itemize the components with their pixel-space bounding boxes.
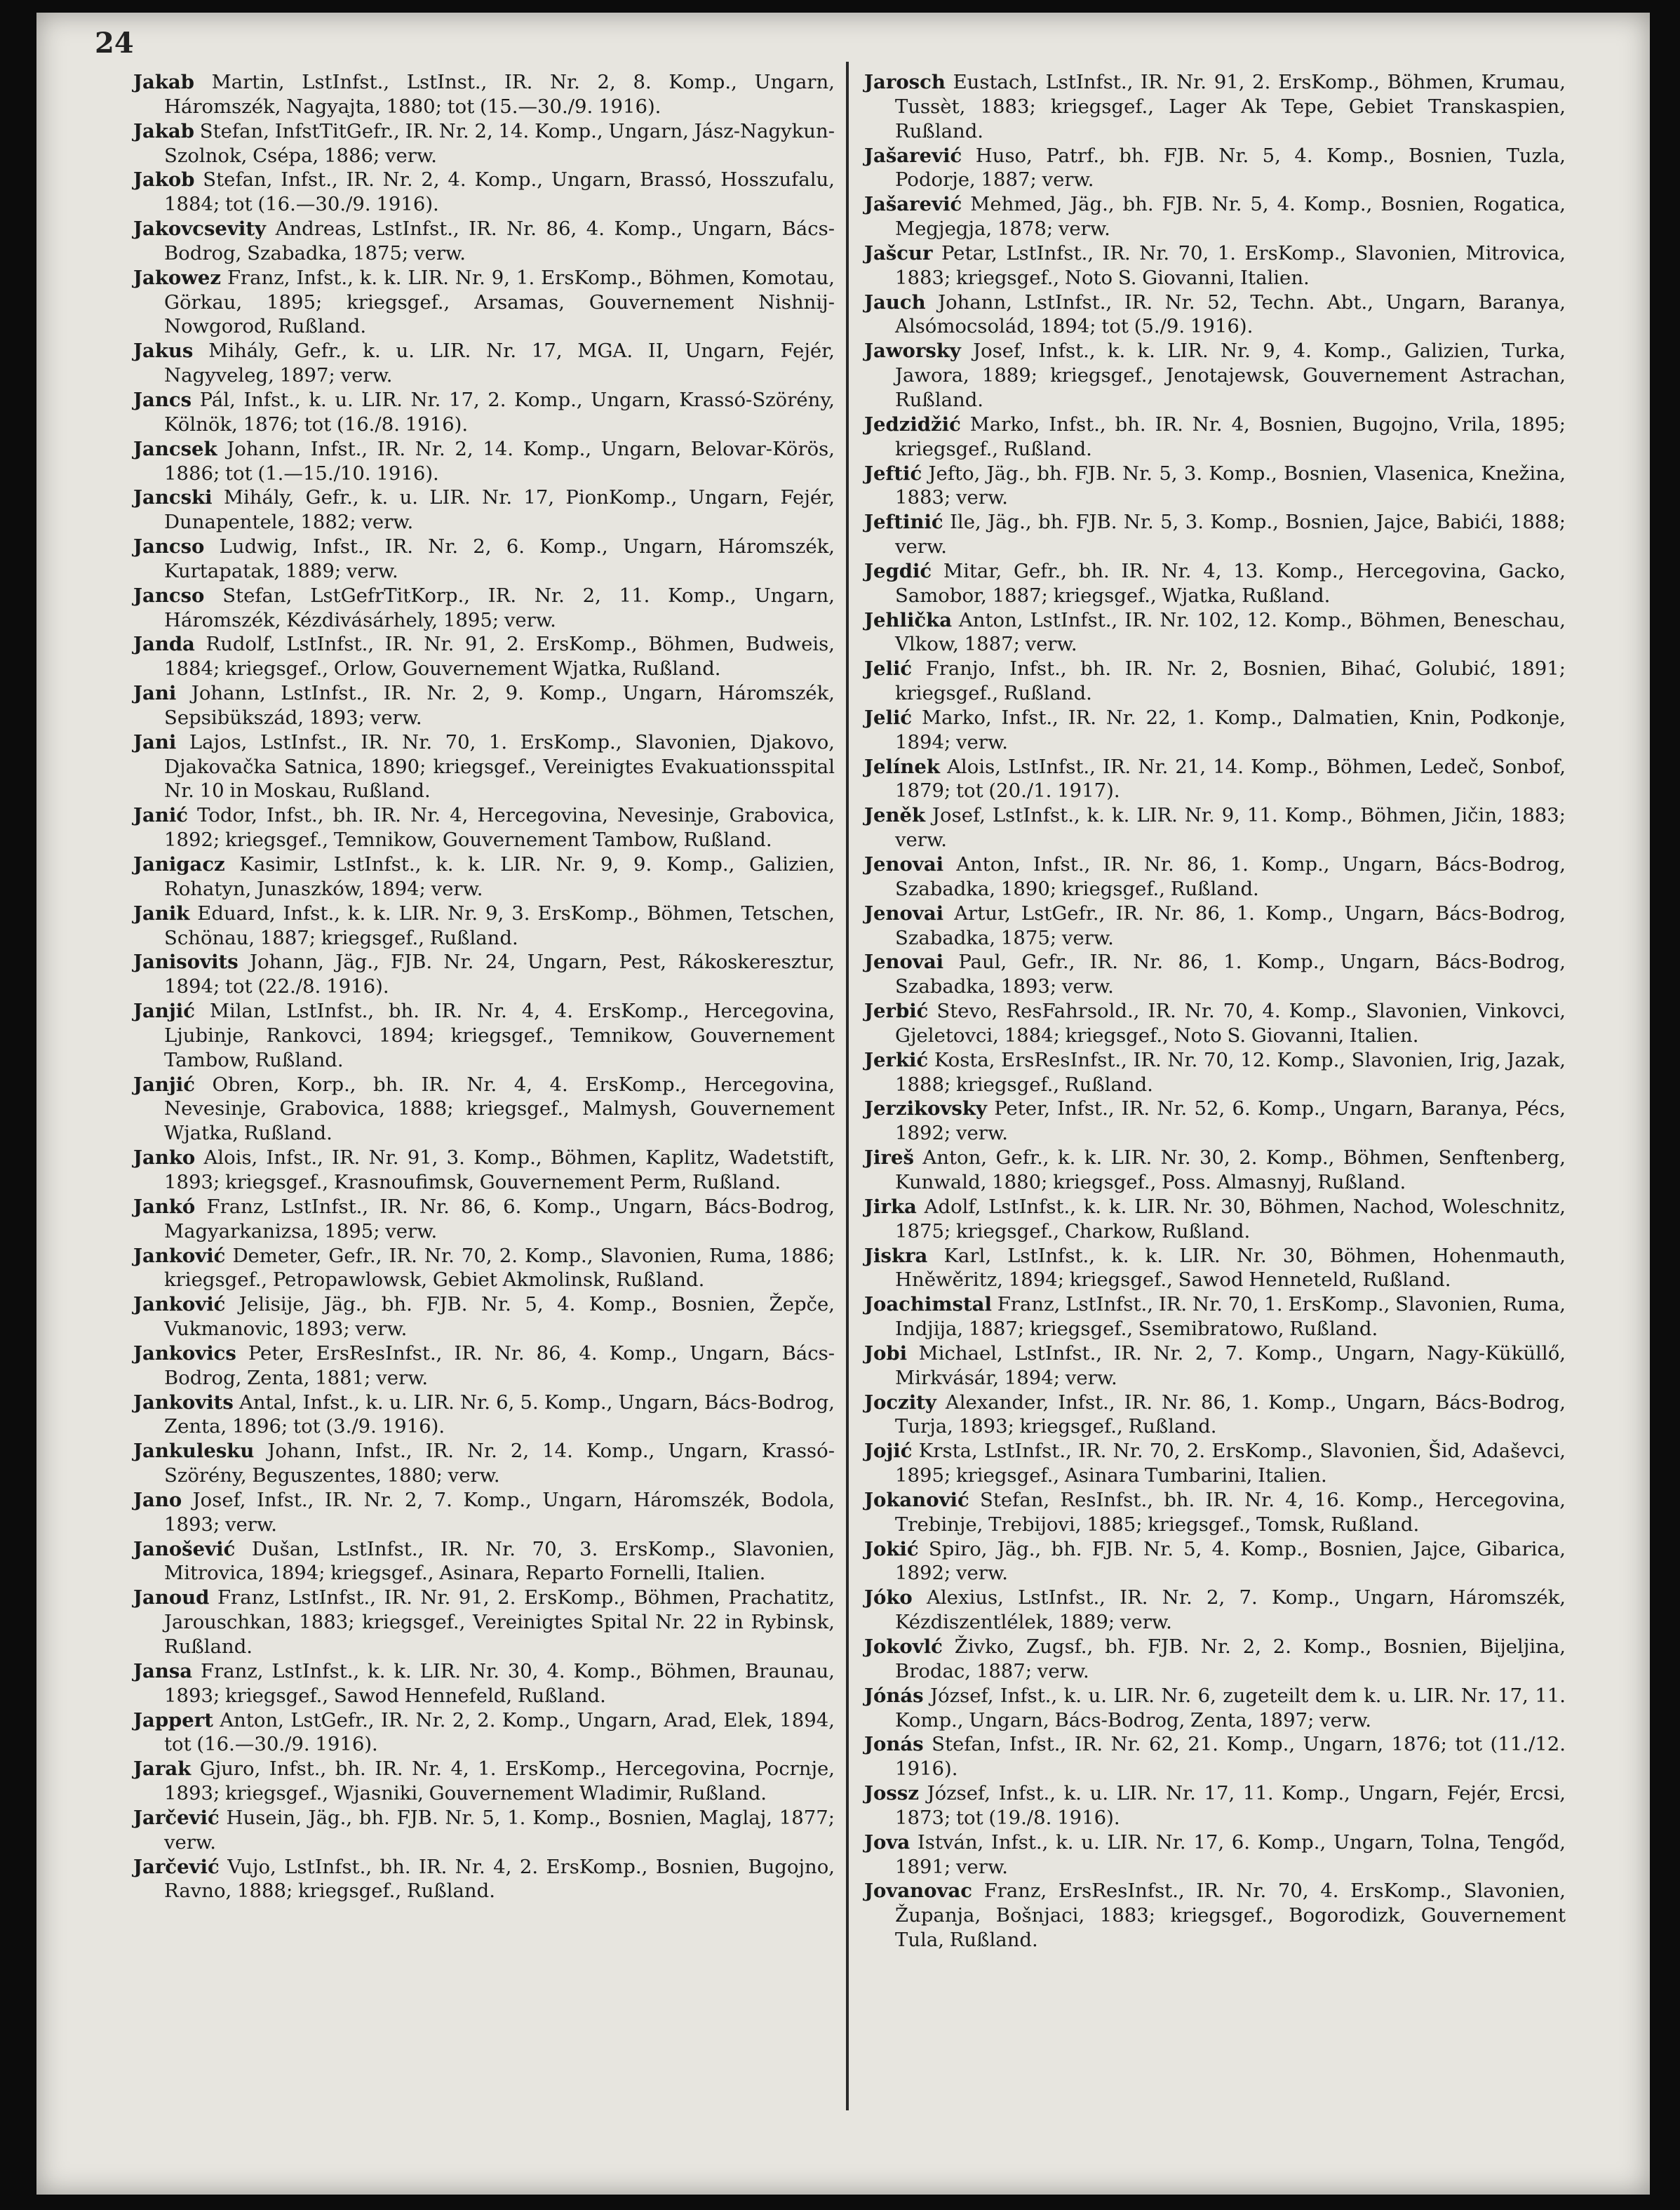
register-entry: [133, 999, 835, 1073]
entry-details: Alexander, Infst., IR. Nr. 86, 1. Komp., Ungarn, Bács-Bodrog, Turja, 1893; kriegsgef., Rußland.: [895, 1391, 1566, 1438]
entry-details: Mihály, Gefr., k. u. LIR. Nr. 17, PionKomp., Ungarn, Fejér, Dunapentele, 1882; verw.: [164, 486, 835, 534]
register-entry: [133, 1659, 835, 1708]
entry-surname: Jarosch: [864, 71, 946, 93]
entry-surname: Jeněk: [864, 804, 926, 827]
entry-details: Franz, LstInfst., IR. Nr. 91, 2. ErsKomp., Böhmen, Prachatitz, Jarouschkan, 1883; kriegsgef., Vereinigtes Spital Nr. 22 in Rybinsk, Rußland.: [164, 1586, 835, 1658]
register-entry: [864, 1146, 1566, 1195]
register-entry: [864, 1439, 1566, 1488]
entry-surname: Jašarević: [864, 193, 962, 216]
entry-surname: Jireš: [864, 1146, 914, 1170]
entry-details: Alexius, LstInfst., IR. Nr. 2, 7. Komp., Ungarn, Háromszék, Kézdiszentlélek, 1889; verw.: [895, 1586, 1566, 1634]
register-entry: [133, 632, 835, 681]
register-entry: [133, 950, 835, 999]
entry-surname: Jašcur: [864, 241, 933, 264]
entry-details: Franz, LstInfst., IR. Nr. 86, 6. Komp., Ungarn, Bács-Bodrog, Magyarkanizsa, 1895; verw.: [164, 1195, 835, 1243]
entry-surname: Jancsek: [133, 437, 217, 460]
entry-surname: Jakab: [133, 71, 194, 93]
register-entry: [133, 803, 835, 852]
entry-details: Huso, Patrf., bh. FJB. Nr. 5, 4. Komp., Bosnien, Tuzla, Podorje, 1887; verw.: [895, 144, 1566, 192]
entry-surname: Jenovai: [864, 951, 944, 974]
entry-surname: Jóko: [864, 1586, 913, 1609]
register-entry: [133, 1488, 835, 1537]
entry-details: Paul, Gefr., IR. Nr. 86, 1. Komp., Ungarn, Bács-Bodrog, Szabadka, 1893; verw.: [895, 951, 1566, 998]
entry-details: Milan, LstInfst., bh. IR. Nr. 4, 4. ErsKomp., Hercegovina, Ljubinje, Rankovci, 1894; kriegsgef., Temnikow, Gouvernement Tambow, Rußland.: [164, 1000, 835, 1071]
entry-details: Johann, Infst., IR. Nr. 2, 14. Komp., Ungarn, Belovar-Körös, 1886; tot (1.—15./10. 1916).: [164, 437, 835, 485]
register-entry: [864, 462, 1566, 511]
entry-details: Stefan, ResInfst., bh. IR. Nr. 4, 16. Komp., Hercegovina, Trebinje, Trebijovi, 1885; kriegsgef., Tomsk, Rußland.: [895, 1488, 1566, 1536]
entry-surname: Jarčević: [133, 1855, 220, 1878]
entry-details: Marko, Infst., bh. IR. Nr. 4, Bosnien, Bugojno, Vrila, 1895; kriegsgef., Rußland.: [895, 413, 1566, 460]
entry-surname: Jossz: [864, 1782, 919, 1805]
entry-surname: Jerbić: [864, 1000, 929, 1023]
entry-surname: Jirka: [864, 1195, 917, 1218]
register-entry: [864, 413, 1566, 462]
register-entry: [133, 1195, 835, 1244]
entry-details: Anton, LstGefr., IR. Nr. 2, 2. Komp., Ungarn, Arad, Elek, 1894, tot (16.—30./9. 1916).: [164, 1708, 835, 1756]
entry-surname: Jakob: [133, 168, 195, 192]
entry-surname: Janoud: [133, 1586, 210, 1609]
register-entry: [864, 339, 1566, 413]
register-entry: [864, 755, 1566, 804]
entry-surname: Janković: [133, 1244, 226, 1267]
register-entry: [864, 657, 1566, 706]
entry-surname: Jelić: [864, 657, 913, 681]
entry-surname: Jovanovac: [864, 1880, 973, 1903]
entry-details: Franz, LstInfst., IR. Nr. 70, 1. ErsKomp., Slavonien, Ruma, Indjija, 1887; kriegsgef., Ssemibratowo, Rußland.: [895, 1293, 1566, 1341]
entry-surname: Jancs: [133, 388, 192, 411]
entry-details: Stefan, Infst., IR. Nr. 62, 21. Komp., Ungarn, 1876; tot (11./12. 1916).: [895, 1733, 1566, 1781]
entry-details: Johann, Jäg., FJB. Nr. 24, Ungarn, Pest, Rákoskeresztur, 1894; tot (22./8. 1916).: [164, 951, 835, 998]
entry-surname: Janjić: [133, 1073, 195, 1096]
register-entry: [133, 168, 835, 217]
entry-surname: Jeftinić: [864, 511, 943, 534]
entry-details: István, Infst., k. u. LIR. Nr. 17, 6. Komp., Ungarn, Tolna, Tengőd, 1891; verw.: [895, 1830, 1566, 1878]
register-entry: [133, 437, 835, 486]
entry-details: Josef, Infst., k. k. LIR. Nr. 9, 4. Komp., Galizien, Turka, Jawora, 1889; kriegsgef., Jenotajewsk, Gouvernement Astrachan, Rußland.: [895, 340, 1566, 411]
entry-surname: Jakovcsevity: [133, 217, 267, 241]
register-entry: [864, 144, 1566, 193]
entry-details: Antal, Infst., k. u. LIR. Nr. 6, 5. Komp., Ungarn, Bács-Bodrog, Zenta, 1896; tot (3./9. 1916).: [164, 1391, 835, 1438]
entry-surname: Jerkić: [864, 1048, 929, 1071]
entry-details: Eduard, Infst., k. k. LIR. Nr. 9, 3. ErsKomp., Böhmen, Tetschen, Schönau, 1887; kriegsgef., Rußland.: [164, 902, 835, 949]
register-entry: [864, 1684, 1566, 1733]
entry-details: Artur, LstGefr., IR. Nr. 86, 1. Komp., Ungarn, Bács-Bodrog, Szabadka, 1875; verw.: [895, 902, 1566, 949]
left-column: [133, 70, 835, 1903]
entry-details: Ile, Jäg., bh. FJB. Nr. 5, 3. Komp., Bosnien, Jajce, Babići, 1888; verw.: [895, 511, 1566, 558]
entry-surname: Jenovai: [864, 853, 944, 876]
entry-surname: Janjić: [133, 1000, 195, 1023]
register-entry: [864, 1732, 1566, 1781]
register-entry: [864, 510, 1566, 559]
entry-surname: Jakab: [133, 119, 194, 142]
entry-details: Josef, Infst., IR. Nr. 2, 7. Komp., Ungarn, Háromszék, Bodola, 1893; verw.: [164, 1488, 835, 1536]
entry-details: Peter, ErsResInfst., IR. Nr. 86, 4. Komp., Ungarn, Bács-Bodrog, Zenta, 1881; verw.: [164, 1341, 835, 1389]
entry-details: Dušan, LstInfst., IR. Nr. 70, 3. ErsKomp., Slavonien, Mitrovica, 1894; kriegsgef., Asinara, Reparto Fornelli, Italien.: [164, 1537, 835, 1585]
register-entry: [133, 217, 835, 266]
entry-details: Todor, Infst., bh. IR. Nr. 4, Hercegovina, Nevesinje, Grabovica, 1892; kriegsgef., Temnikow, Gouvernement Tambow, Rußland.: [164, 804, 835, 852]
register-entry: [133, 1757, 835, 1806]
register-entry: [864, 1097, 1566, 1146]
entry-surname: Jani: [133, 730, 177, 754]
right-column: [864, 70, 1566, 1953]
entry-details: Johann, Infst., IR. Nr. 2, 14. Komp., Ungarn, Krassó-Szörény, Beguszentes, 1880; verw.: [164, 1440, 835, 1487]
register-entry: [133, 1391, 835, 1440]
entry-surname: Jehlička: [864, 608, 953, 631]
entry-surname: Janošević: [133, 1537, 236, 1560]
entry-surname: Jauch: [864, 290, 926, 314]
register-entry: [864, 1537, 1566, 1586]
entry-surname: Jobi: [864, 1341, 908, 1365]
entry-surname: Jancski: [133, 486, 213, 509]
register-entry: [133, 70, 835, 119]
entry-details: Alois, LstInfst., IR. Nr. 21, 14. Komp., Böhmen, Ledeč, Sonbof, 1879; tot (20./1. 1917).: [895, 755, 1566, 803]
entry-details: Gjuro, Infst., bh. IR. Nr. 4, 1. ErsKomp., Hercegovina, Pocrnje, 1893; kriegsgef., Wjasniki, Gouvernement Wladimir, Rußland.: [164, 1757, 835, 1805]
register-entry: [133, 1244, 835, 1293]
register-entry: [864, 1391, 1566, 1440]
register-entry: [864, 559, 1566, 608]
entry-surname: Jankó: [133, 1195, 196, 1218]
entry-surname: Jansa: [133, 1659, 193, 1682]
entry-details: Eustach, LstInfst., IR. Nr. 91, 2. ErsKomp., Böhmen, Krumau, Tussèt, 1883; kriegsgef., Lager Ak Tepe, Gebiet Transkaspien, Rußland.: [895, 71, 1566, 142]
entry-details: Martin, LstInfst., LstInst., IR. Nr. 2, 8. Komp., Ungarn, Háromszék, Nagyajta, 1880; tot (15.—30./9. 1916).: [164, 71, 835, 118]
entry-details: Mitar, Gefr., bh. IR. Nr. 4, 13. Komp., Hercegovina, Gacko, Samobor, 1887; kriegsgef., Wjatka, Rußland.: [895, 559, 1566, 607]
register-entry: [133, 730, 835, 804]
entry-surname: Jano: [133, 1488, 182, 1511]
entry-details: Anton, LstInfst., IR. Nr. 102, 12. Komp., Böhmen, Beneschau, Vlkow, 1887; verw.: [895, 608, 1566, 656]
entry-surname: Jarčević: [133, 1806, 220, 1829]
entry-surname: Janigacz: [133, 853, 225, 876]
entry-details: Kosta, ErsResInfst., IR. Nr. 70, 12. Komp., Slavonien, Irig, Jazak, 1888; kriegsgef., Rußland.: [895, 1048, 1566, 1096]
entry-surname: Jašarević: [864, 144, 962, 167]
entry-surname: Jankovits: [133, 1391, 234, 1414]
entry-details: Ludwig, Infst., IR. Nr. 2, 6. Komp., Ungarn, Háromszék, Kurtapatak, 1889; verw.: [164, 535, 835, 582]
register-entry: [133, 1439, 835, 1488]
entry-details: Franjo, Infst., bh. IR. Nr. 2, Bosnien, Bihać, Golubić, 1891; kriegsgef., Rußland.: [895, 657, 1566, 705]
register-entry: [864, 902, 1566, 951]
entry-surname: Jenovai: [864, 902, 944, 925]
entry-surname: Jokanović: [864, 1488, 969, 1511]
entry-details: Michael, LstInfst., IR. Nr. 2, 7. Komp., Ungarn, Nagy-Küküllő, Mirkvásár, 1894; verw.: [895, 1341, 1566, 1389]
register-entry: [864, 192, 1566, 241]
entry-details: Anton, Gefr., k. k. LIR. Nr. 30, 2. Komp., Böhmen, Senftenberg, Kunwald, 1880; kriegsgef., Poss. Almasnyj, Rußland.: [895, 1146, 1566, 1193]
register-entry: [133, 902, 835, 951]
column-divider: [846, 62, 849, 2110]
register-entry: [864, 1195, 1566, 1244]
entry-details: Johann, LstInfst., IR. Nr. 2, 9. Komp., Ungarn, Háromszék, Sepsibükszád, 1893; verw.: [164, 682, 835, 729]
entry-details: Peter, Infst., IR. Nr. 52, 6. Komp., Ungarn, Baranya, Pécs, 1892; verw.: [895, 1097, 1566, 1145]
entry-surname: Jojić: [864, 1440, 913, 1463]
entry-details: Živko, Zugsf., bh. FJB. Nr. 2, 2. Komp., Bosnien, Bijeljina, Brodac, 1887; verw.: [895, 1635, 1566, 1682]
entry-surname: Janda: [133, 633, 195, 656]
register-entry: [864, 1830, 1566, 1880]
entry-surname: Jiskra: [864, 1244, 928, 1267]
entry-surname: Jova: [864, 1830, 910, 1854]
register-entry: [133, 1806, 835, 1855]
entry-surname: Jappert: [133, 1708, 213, 1732]
entry-details: Andreas, LstInfst., IR. Nr. 86, 4. Komp., Ungarn, Bács-Bodrog, Szabadka, 1875; verw.: [164, 217, 835, 264]
entry-surname: Jaworsky: [864, 340, 961, 363]
entry-surname: Jakus: [133, 340, 194, 363]
entry-details: Husein, Jäg., bh. FJB. Nr. 5, 1. Komp., Bosnien, Maglaj, 1877; verw.: [164, 1806, 835, 1854]
register-entry: [133, 852, 835, 902]
register-entry: [864, 1048, 1566, 1097]
register-entry: [864, 803, 1566, 852]
entry-details: Alois, Infst., IR. Nr. 91, 3. Komp., Böhmen, Kaplitz, Wadetstift, 1893; kriegsgef., Krasnoufimsk, Gouvernement Perm, Rußland.: [164, 1146, 835, 1193]
entry-details: Obren, Korp., bh. IR. Nr. 4, 4. ErsKomp., Hercegovina, Nevesinje, Grabovica, 1888; kriegsgef., Malmysh, Gouvernement Wjatka, Rußland.: [164, 1073, 835, 1145]
entry-details: Kasimir, LstInfst., k. k. LIR. Nr. 9, 9. Komp., Galizien, Rohatyn, Junaszków, 1894; verw.: [164, 853, 835, 900]
register-entry: [133, 388, 835, 437]
register-entry: [133, 1855, 835, 1904]
entry-surname: Jerzikovsky: [864, 1097, 987, 1120]
register-entry: [133, 681, 835, 730]
entry-details: Josef, LstInfst., k. k. LIR. Nr. 9, 11. Komp., Böhmen, Jičin, 1883; verw.: [895, 804, 1566, 852]
register-entry: [133, 119, 835, 168]
entry-details: Stefan, LstGefrTitKorp., IR. Nr. 2, 11. Komp., Ungarn, Háromszék, Kézdivásárhely, 1895; verw.: [164, 584, 835, 631]
register-entry: [133, 1292, 835, 1341]
entry-details: Franz, LstInfst., k. k. LIR. Nr. 30, 4. Komp., Böhmen, Braunau, 1893; kriegsgef., Sawod Hennefeld, Rußland.: [164, 1659, 835, 1707]
entry-surname: Jancso: [133, 584, 205, 607]
register-entry: [133, 1073, 835, 1146]
entry-surname: Jankovics: [133, 1341, 236, 1365]
entry-surname: Janić: [133, 804, 189, 827]
entry-surname: Jankulesku: [133, 1440, 255, 1463]
register-entry: [864, 1488, 1566, 1537]
register-entry: [864, 70, 1566, 144]
entry-details: Franz, Infst., k. k. LIR. Nr. 9, 1. ErsKomp., Böhmen, Komotau, Görkau, 1895; kriegsgef., Arsamas, Gouvernement Nishnij-Nowgorod, Rußland.: [164, 266, 835, 338]
register-entry: [864, 1879, 1566, 1953]
entry-surname: Jokić: [864, 1537, 919, 1560]
register-entry: [864, 1781, 1566, 1830]
entry-details: Petar, LstInfst., IR. Nr. 70, 1. ErsKomp., Slavonien, Mitrovica, 1883; kriegsgef., Noto S. Giovanni, Italien.: [895, 241, 1566, 289]
register-entry: [133, 485, 835, 535]
register-entry: [864, 999, 1566, 1048]
entry-surname: Joczity: [864, 1391, 936, 1414]
register-entry: [864, 290, 1566, 340]
entry-surname: Jónás: [864, 1684, 924, 1707]
entry-surname: Jedzidžić: [864, 413, 961, 436]
entry-details: Marko, Infst., IR. Nr. 22, 1. Komp., Dalmatien, Knin, Podkonje, 1894; verw.: [895, 706, 1566, 754]
entry-details: József, Infst., k. u. LIR. Nr. 6, zugeteilt dem k. u. LIR. Nr. 17, 11. Komp., Ungarn, Bács-Bodrog, Zenta, 1897; verw.: [895, 1684, 1566, 1732]
entry-surname: Jelínek: [864, 755, 940, 778]
entry-details: Stefan, Infst., IR. Nr. 2, 4. Komp., Ungarn, Brassó, Hosszufalu, 1884; tot (16.—30./9. 1916).: [164, 168, 835, 216]
entry-details: Demeter, Gefr., IR. Nr. 70, 2. Komp., Slavonien, Ruma, 1886; kriegsgef., Petropawlowsk, Gebiet Akmolinsk, Rußland.: [164, 1244, 835, 1292]
register-entry: [864, 241, 1566, 290]
entry-surname: Janik: [133, 902, 190, 925]
entry-surname: Jegdić: [864, 559, 932, 582]
register-entry: [133, 584, 835, 633]
entry-surname: Jeftić: [864, 462, 922, 485]
register-entry: [133, 1708, 835, 1757]
entry-details: Lajos, LstInfst., IR. Nr. 70, 1. ErsKomp., Slavonien, Djakovo, Djakovačka Satnica, 1890; kriegsgef., Vereinigtes Evakuationsspital Nr. 10 in Moskau, Rußland.: [164, 730, 835, 803]
entry-surname: Janko: [133, 1146, 196, 1170]
register-entry: [133, 339, 835, 388]
register-entry: [133, 266, 835, 340]
entry-details: Krsta, LstInfst., IR. Nr. 70, 2. ErsKomp., Slavonien, Šid, Adaševci, 1895; kriegsgef., Asinara Tumbarini, Italien.: [895, 1440, 1566, 1487]
register-entry: [864, 1586, 1566, 1635]
entry-details: Mihály, Gefr., k. u. LIR. Nr. 17, MGA. II, Ungarn, Fejér, Nagyveleg, 1897; verw.: [164, 340, 835, 387]
entry-details: Johann, LstInfst., IR. Nr. 52, Techn. Abt., Ungarn, Baranya, Alsómocsolád, 1894; tot (5./9. 1916).: [895, 290, 1566, 338]
entry-details: Franz, ErsResInfst., IR. Nr. 70, 4. ErsKomp., Slavonien, Županja, Bošnjaci, 1883; kriegsgef., Bogorodizk, Gouvernement Tula, Rußland.: [895, 1880, 1566, 1952]
register-entry: [133, 1146, 835, 1195]
register-entry: [864, 852, 1566, 902]
entry-details: Jefto, Jäg., bh. FJB. Nr. 5, 3. Komp., Bosnien, Vlasenica, Knežina, 1883; verw.: [895, 462, 1566, 509]
entry-details: Mehmed, Jäg., bh. FJB. Nr. 5, 4. Komp., Bosnien, Rogatica, Megjegja, 1878; verw.: [895, 193, 1566, 241]
entry-surname: Joachimstal: [864, 1293, 992, 1316]
entry-details: Stevo, ResFahrsold., IR. Nr. 70, 4. Komp., Slavonien, Vinkovci, Gjeletovci, 1884; kriegsgef., Noto S. Giovanni, Italien.: [895, 1000, 1566, 1047]
entry-details: Anton, Infst., IR. Nr. 86, 1. Komp., Ungarn, Bács-Bodrog, Szabadka, 1890; kriegsgef., Rußland.: [895, 853, 1566, 900]
entry-details: Adolf, LstInfst., k. k. LIR. Nr. 30, Böhmen, Nachod, Woleschnitz, 1875; kriegsgef., Charkow, Rußland.: [895, 1195, 1566, 1243]
entry-surname: Jonás: [864, 1733, 924, 1756]
entry-surname: Janković: [133, 1293, 226, 1316]
entry-surname: Jancso: [133, 535, 205, 558]
register-entry: [864, 1292, 1566, 1341]
register-entry: [133, 1586, 835, 1659]
register-entry: [864, 1635, 1566, 1684]
register-entry: [133, 1537, 835, 1586]
entry-details: Pál, Infst., k. u. LIR. Nr. 17, 2. Komp., Ungarn, Krassó-Szörény, Kölnök, 1876; tot (16./8. 1916).: [164, 388, 835, 436]
entry-surname: Jani: [133, 682, 177, 705]
page-number: 24: [95, 27, 134, 60]
entry-surname: Janisovits: [133, 951, 238, 974]
entry-details: József, Infst., k. u. LIR. Nr. 17, 11. Komp., Ungarn, Fejér, Ercsi, 1873; tot (19./8. 1916).: [895, 1782, 1566, 1829]
register-entry: [133, 535, 835, 584]
entry-details: Rudolf, LstInfst., IR. Nr. 91, 2. ErsKomp., Böhmen, Budweis, 1884; kriegsgef., Orlow, Gouvernement Wjatka, Rußland.: [164, 633, 835, 681]
register-entry: [864, 950, 1566, 999]
entry-details: Stefan, InfstTitGefr., IR. Nr. 2, 14. Komp., Ungarn, Jász-Nagykun-Szolnok, Csépa, 1886; verw.: [164, 119, 835, 167]
register-entry: [864, 1341, 1566, 1391]
entry-surname: Jarak: [133, 1757, 191, 1781]
entry-details: Vujo, LstInfst., bh. IR. Nr. 4, 2. ErsKomp., Bosnien, Bugojno, Ravno, 1888; kriegsgef., Rußland.: [164, 1855, 835, 1903]
register-entry: [133, 1341, 835, 1391]
register-entry: [864, 608, 1566, 657]
entry-details: Jelisije, Jäg., bh. FJB. Nr. 5, 4. Komp., Bosnien, Žepče, Vukmanovic, 1893; verw.: [164, 1293, 835, 1341]
entry-details: Spiro, Jäg., bh. FJB. Nr. 5, 4. Komp., Bosnien, Jajce, Gibarica, 1892; verw.: [895, 1537, 1566, 1585]
entry-surname: Jokovlć: [864, 1635, 943, 1658]
register-entry: [864, 706, 1566, 755]
register-entry: [864, 1244, 1566, 1293]
entry-surname: Jelić: [864, 706, 913, 729]
entry-details: Karl, LstInfst., k. k. LIR. Nr. 30, Böhmen, Hohenmauth, Hněwěritz, 1894; kriegsgef., Sawod Henneteld, Rußland.: [895, 1244, 1566, 1292]
entry-surname: Jakowez: [133, 266, 222, 289]
